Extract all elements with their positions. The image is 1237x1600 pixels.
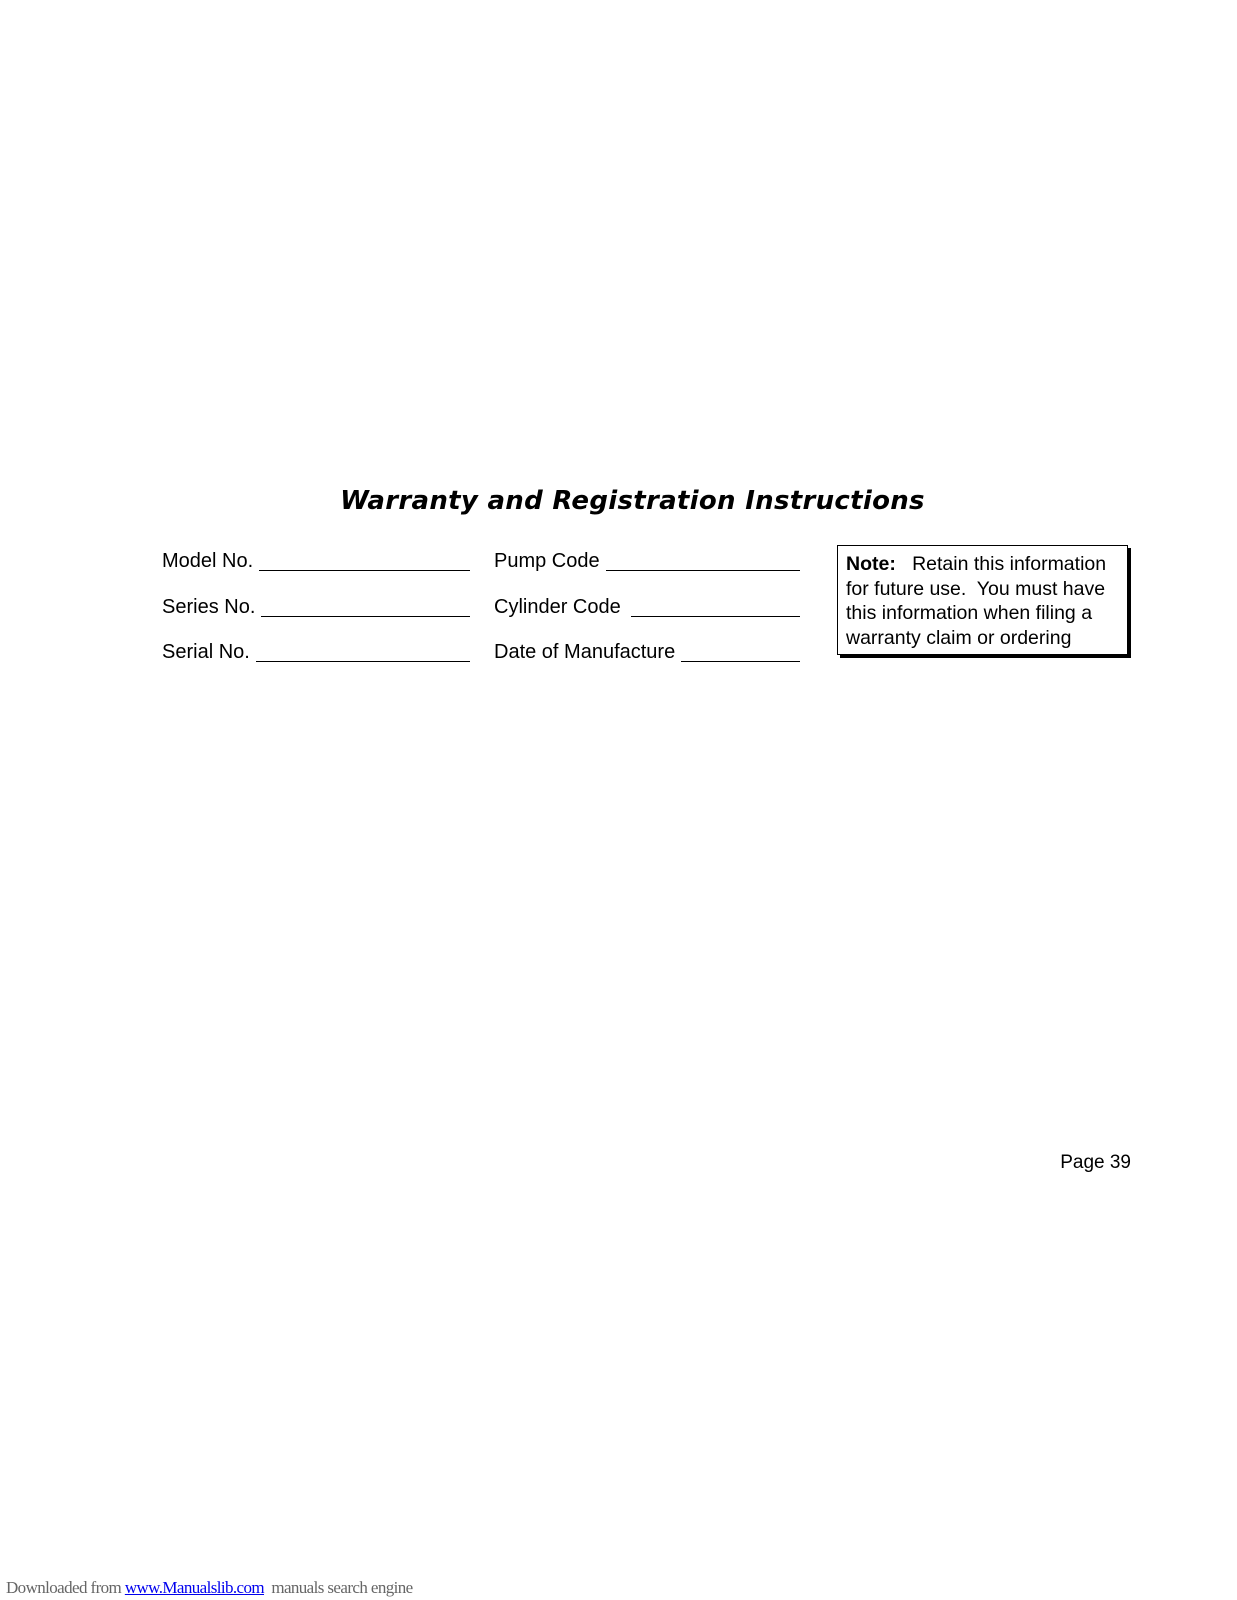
note-box xyxy=(837,545,1128,655)
serial-number-line xyxy=(256,660,470,662)
footer-prefix: Downloaded from xyxy=(6,1578,125,1597)
series-number-label: Series No. xyxy=(162,596,256,618)
date-of-manufacture-label: Date of Manufacture xyxy=(494,641,676,663)
cylinder-code-label: Cylinder Code xyxy=(494,596,621,618)
pump-code-label: Pump Code xyxy=(494,550,600,572)
date-of-manufacture-line xyxy=(681,660,800,662)
pump-code-field xyxy=(494,548,800,574)
page-number: Page 39 xyxy=(1060,1152,1131,1173)
pump-code-line xyxy=(606,569,800,571)
note-text: Retain this information for future use. You must have this information when filing a warranty claim or ordering xyxy=(846,553,1112,649)
manualslib-link[interactable]: www.Manualslib.com xyxy=(124,1578,265,1597)
page-title: Warranty and Registration Instructions xyxy=(340,486,925,516)
cylinder-code-line xyxy=(631,615,800,617)
cylinder-code-field xyxy=(494,594,800,620)
series-number-line xyxy=(261,615,470,617)
note-label: Note: xyxy=(846,553,896,575)
download-footer xyxy=(6,1578,413,1598)
model-number-label: Model No. xyxy=(162,550,254,572)
serial-number-label: Serial No. xyxy=(162,641,250,663)
series-number-field xyxy=(162,594,470,620)
footer-suffix: manuals search engine xyxy=(264,1578,413,1597)
serial-number-field xyxy=(162,639,470,665)
date-of-manufacture-field xyxy=(494,639,800,665)
model-number-field xyxy=(162,548,470,574)
model-number-line xyxy=(259,569,470,571)
